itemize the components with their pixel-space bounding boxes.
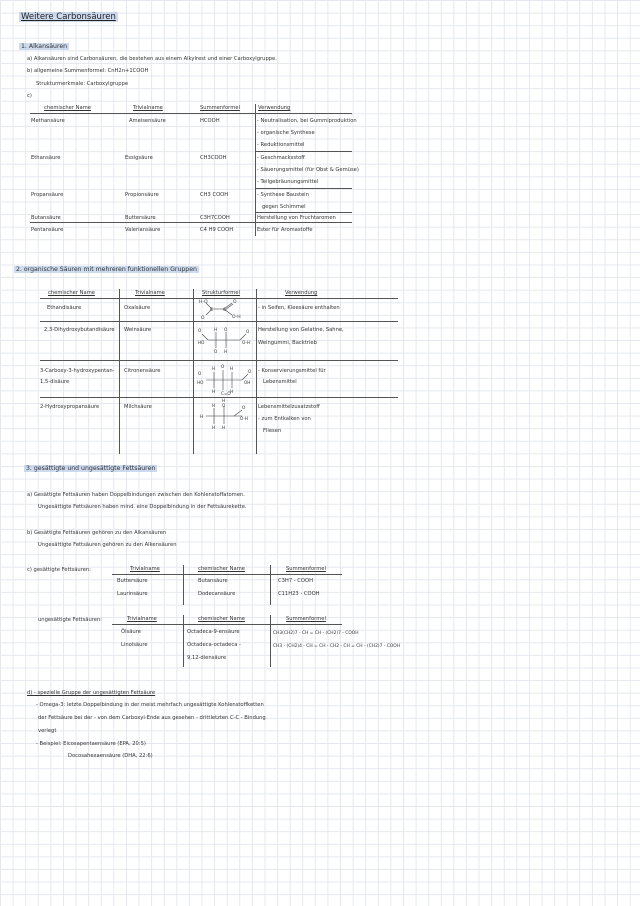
s3-c-label: c) gesättigte Fettsäuren: xyxy=(27,567,91,573)
svg-text:H: H xyxy=(224,349,228,354)
t2-row1-use-1: - in Seifen, Kleesäure enthalten xyxy=(258,305,340,311)
t1-row1-use-3: - Reduktionsmittel xyxy=(257,142,305,148)
page-title: Weitere Carbonsäuren xyxy=(21,12,116,22)
svg-text:C: C xyxy=(223,308,227,313)
t1-row5-chem: Pentansäure xyxy=(31,227,64,233)
t1-header-rule xyxy=(30,113,352,114)
t2-header-structure: Strukturformel xyxy=(202,290,240,296)
s3-b-line1: b) Gesättigte Fettsäuren gehören zu den Alkansäuren xyxy=(27,530,167,536)
t1-row5-use-1: Ester für Aromastoffe xyxy=(257,227,313,233)
unsat-row2-chem-2: 9,12-diensäure xyxy=(187,655,227,661)
svg-text:H: H xyxy=(212,389,216,394)
s3-d-line5: Docosahexaensäure (DHA, 22:6) xyxy=(68,753,153,759)
t1-row2-formula: CH3COOH xyxy=(200,155,227,161)
svg-text:H: H xyxy=(222,425,226,430)
citric-acid-structure xyxy=(196,362,254,398)
sat-row2-trivial: Laurinsäure xyxy=(117,591,148,597)
s1-c-label: c) xyxy=(27,93,32,99)
oxalic-acid-structure xyxy=(196,297,254,323)
svg-text:O-H: O-H xyxy=(240,416,249,421)
unsat-row2-trivial: Linolsäure xyxy=(121,642,148,648)
t1-header-chem: chemischer Name xyxy=(44,105,91,111)
t2-row2-use-2: Weingummi, Backtrieb xyxy=(258,340,317,346)
t2-row1-trivial: Oxalsäure xyxy=(124,305,151,311)
s3-b-line2: Ungesättigte Fettsäuren gehören zu den Alkensäuren xyxy=(38,542,177,548)
t1-row4-formula: C3H7COOH xyxy=(200,215,230,221)
sat-row2-chem: Dodecansäure xyxy=(198,591,236,597)
unsat-row2-formula: CH3 - (CH2)4 - CH = CH - CH2 - CH = CH - (CH2)7 - COOH xyxy=(273,644,401,649)
t2-divider-use xyxy=(256,289,257,454)
sat-row1-trivial: Buttersäure xyxy=(117,578,148,584)
unsat-header-formula: Summenformel xyxy=(286,616,326,622)
svg-text:HO: HO xyxy=(198,340,205,345)
t2-row3-chem-1: 3-Carboxy-3-hydroxypentan- xyxy=(40,368,115,374)
s3-d-line3: verlegt xyxy=(38,728,57,734)
s3-d-line4: - Beispiel: Eicosapentaensäure (EPA, 20:5) xyxy=(36,741,146,747)
t1-row2-use-3: - Teilgebräunungsmittel xyxy=(257,179,319,185)
svg-text:O: O xyxy=(248,369,252,374)
svg-text:HO: HO xyxy=(197,380,204,385)
t2-row4-use-2: - zum Entkalken von xyxy=(258,416,311,422)
svg-text:H: H xyxy=(212,425,216,430)
t2-row1-chem: Ethandisäure xyxy=(47,305,82,311)
t2-row3-use-2: Lebensmittel xyxy=(263,379,297,385)
svg-text:OH: OH xyxy=(244,380,251,385)
t1-row1-use-2: - organische Synthese xyxy=(257,130,315,136)
unsat-row1-trivial: Ölsäure xyxy=(121,629,141,635)
t2-row3-use-1: - Konservierungsmittel für xyxy=(258,368,326,374)
sat-header-rule xyxy=(112,574,342,575)
s1-b-text: b) allgemeine Summenformel: CnH2n+1COOH xyxy=(27,68,149,74)
svg-text:O-H: O-H xyxy=(242,340,251,345)
t1-row4-chem: Butansäure xyxy=(31,215,61,221)
t1-row-rule xyxy=(255,212,352,213)
s3-a-line2: Ungesättigte Fettsäuren haben mind. eine Doppelbindung in der Fettsäurekette. xyxy=(38,504,247,510)
t1-row2-chem: Ethansäure xyxy=(31,155,61,161)
section-2-heading: 2. organische Säuren mit mehreren funktionellen Gruppen xyxy=(16,266,197,273)
sat-row1-formula: C3H7 - COOH xyxy=(278,578,313,584)
t1-row5-trivial: Valeriansäure xyxy=(125,227,161,233)
unsat-header-chem: chemischer Name xyxy=(198,616,245,622)
t1-row2-use-2: - Säuerungsmittel (für Obst & Gemüse) xyxy=(257,167,359,173)
section-1-heading: 1. Alkansäuren xyxy=(21,43,68,50)
t1-row2-trivial: Essigsäure xyxy=(125,155,153,161)
svg-text:H: H xyxy=(214,327,218,332)
svg-text:H: H xyxy=(222,398,226,403)
t2-header-use: Verwendung xyxy=(285,290,318,296)
t2-header-chem: chemischer Name xyxy=(48,290,95,296)
svg-text:O: O xyxy=(198,328,202,333)
unsat-divider-chem xyxy=(183,615,184,667)
t1-row-rule xyxy=(255,188,352,189)
t1-divider-use xyxy=(255,104,256,236)
tartaric-acid-structure xyxy=(196,322,254,358)
t1-row3-formula: CH3 COOH xyxy=(200,192,229,198)
t1-row5-formula: C4 H9 COOH xyxy=(200,227,234,233)
unsat-row1-formula: CH3(CH2)7 - CH = CH - (CH2)7 - COOH xyxy=(273,631,359,636)
s1-b2-text: Strukturmerkmale: Carboxylgruppe xyxy=(36,81,129,87)
t1-header-use: Verwendung xyxy=(258,105,291,111)
t2-header-trivial: Trivialname xyxy=(135,290,165,296)
t2-row-rule xyxy=(40,360,398,361)
t1-row1-chem: Methansäure xyxy=(31,118,65,124)
s3-d-heading: d) - spezielle Gruppe der ungesättigten Fettsäure xyxy=(27,690,156,696)
svg-text:H: H xyxy=(200,414,204,419)
svg-text:O: O xyxy=(221,364,225,369)
t2-row2-chem: 2,3-Dihydroxybutandisäure xyxy=(44,327,115,333)
sat-row1-chem: Butansäure xyxy=(198,578,228,584)
t1-row2-use-1: - Geschmacksstoff xyxy=(257,155,305,161)
sat-divider-chem xyxy=(183,565,184,605)
unsat-header-trivial: Trivialname xyxy=(127,616,157,622)
sat-header-trivial: Trivialname xyxy=(130,566,160,572)
svg-text:C: C xyxy=(210,308,214,313)
svg-text:O: O xyxy=(214,349,218,354)
t2-row3-trivial: Citronensäure xyxy=(124,368,161,374)
t1-row3-trivial: Propionsäure xyxy=(125,192,159,198)
t1-row3-use-2: gegen Schimmel xyxy=(262,204,306,210)
t1-row3-use-1: - Synthese Baustein xyxy=(257,192,309,198)
svg-text:O: O xyxy=(224,327,228,332)
t1-row1-trivial: Ameisensäure xyxy=(129,118,166,124)
sat-row2-formula: C11H23 - COOH xyxy=(278,591,320,597)
t2-row2-trivial: Weinsäure xyxy=(124,327,152,333)
t1-row-rule xyxy=(255,151,352,152)
sat-header-chem: chemischer Name xyxy=(198,566,245,572)
t1-row4-trivial: Buttersäure xyxy=(125,215,156,221)
svg-text:O: O xyxy=(233,300,237,305)
unsat-divider-formula xyxy=(270,615,271,667)
t2-row3-chem-2: 1,5-disäure xyxy=(40,379,70,385)
t2-divider-structure xyxy=(193,289,194,454)
sat-header-formula: Summenformel xyxy=(286,566,326,572)
t2-row4-chem: 2-Hydroxypropansäure xyxy=(40,404,100,410)
t1-header-formula: Summenformel xyxy=(200,105,240,111)
svg-text:H: H xyxy=(212,366,216,371)
unsat-row2-chem-1: Octadeca-octadeca - xyxy=(187,642,241,648)
svg-text:O: O xyxy=(198,371,202,376)
s3-a-line1: a) Gesättigte Fettsäuren haben Doppelbindungen zwischen den Kohlenstoffatomen. xyxy=(27,492,245,498)
svg-text:H: H xyxy=(230,389,234,394)
unsat-header-rule xyxy=(112,624,342,625)
lactic-acid-structure xyxy=(196,398,254,434)
section-3-heading: 3. gesättigte und ungesättigte Fettsäuren xyxy=(26,465,156,472)
s3-d-line1: - Omega-3: letzte Doppelbindung in der meist mehrfach ungesättigte Kohlenstoffketten xyxy=(36,702,264,708)
sat-divider-formula xyxy=(270,565,271,605)
s3-unsat-label: ungesättigte Fettsäuren: xyxy=(38,617,102,623)
t1-row4-use-1: Herstellung von Fruchtaromen xyxy=(257,215,336,221)
svg-text:O: O xyxy=(246,329,250,334)
unsat-row1-chem: Octadeca-9-ensäure xyxy=(187,629,240,635)
s3-d-line2: der Fettsäure bei der - von dem Carboxyl-Ende aus gesehen - drittletzten C-C - Bindung xyxy=(38,715,266,721)
s1-a-text: a) Alkansäuren sind Carbonsäuren, die bestehen aus einem Alkylrest und einer Carboxylgruppe. xyxy=(27,56,277,62)
svg-text:O: O xyxy=(201,316,205,321)
svg-text:H: H xyxy=(212,403,216,408)
t2-row4-use-1: Lebensmittelzusatzstoff xyxy=(258,404,320,410)
t1-row-rule xyxy=(30,222,352,223)
t1-row1-formula: HCOOH xyxy=(200,118,220,124)
svg-text:O: O xyxy=(242,405,246,410)
t1-row1-use-1: - Neutralisation, bei Gummiproduktion xyxy=(257,118,357,124)
t1-header-trivial: Trivialname xyxy=(133,105,163,111)
svg-text:O: O xyxy=(222,403,226,408)
svg-text:H-O: H-O xyxy=(199,300,208,305)
t2-row2-use-1: Herstellung von Gelatine, Sahne, xyxy=(258,327,344,333)
t2-row4-use-3: Fliesen xyxy=(263,428,282,434)
t2-row4-trivial: Milchsäure xyxy=(124,404,152,410)
svg-text:H: H xyxy=(230,366,234,371)
t1-row3-chem: Propansäure xyxy=(31,192,64,198)
svg-text:C=O: C=O xyxy=(221,391,231,396)
svg-text:O-H: O-H xyxy=(232,315,241,320)
t2-divider-trivial xyxy=(119,289,120,454)
